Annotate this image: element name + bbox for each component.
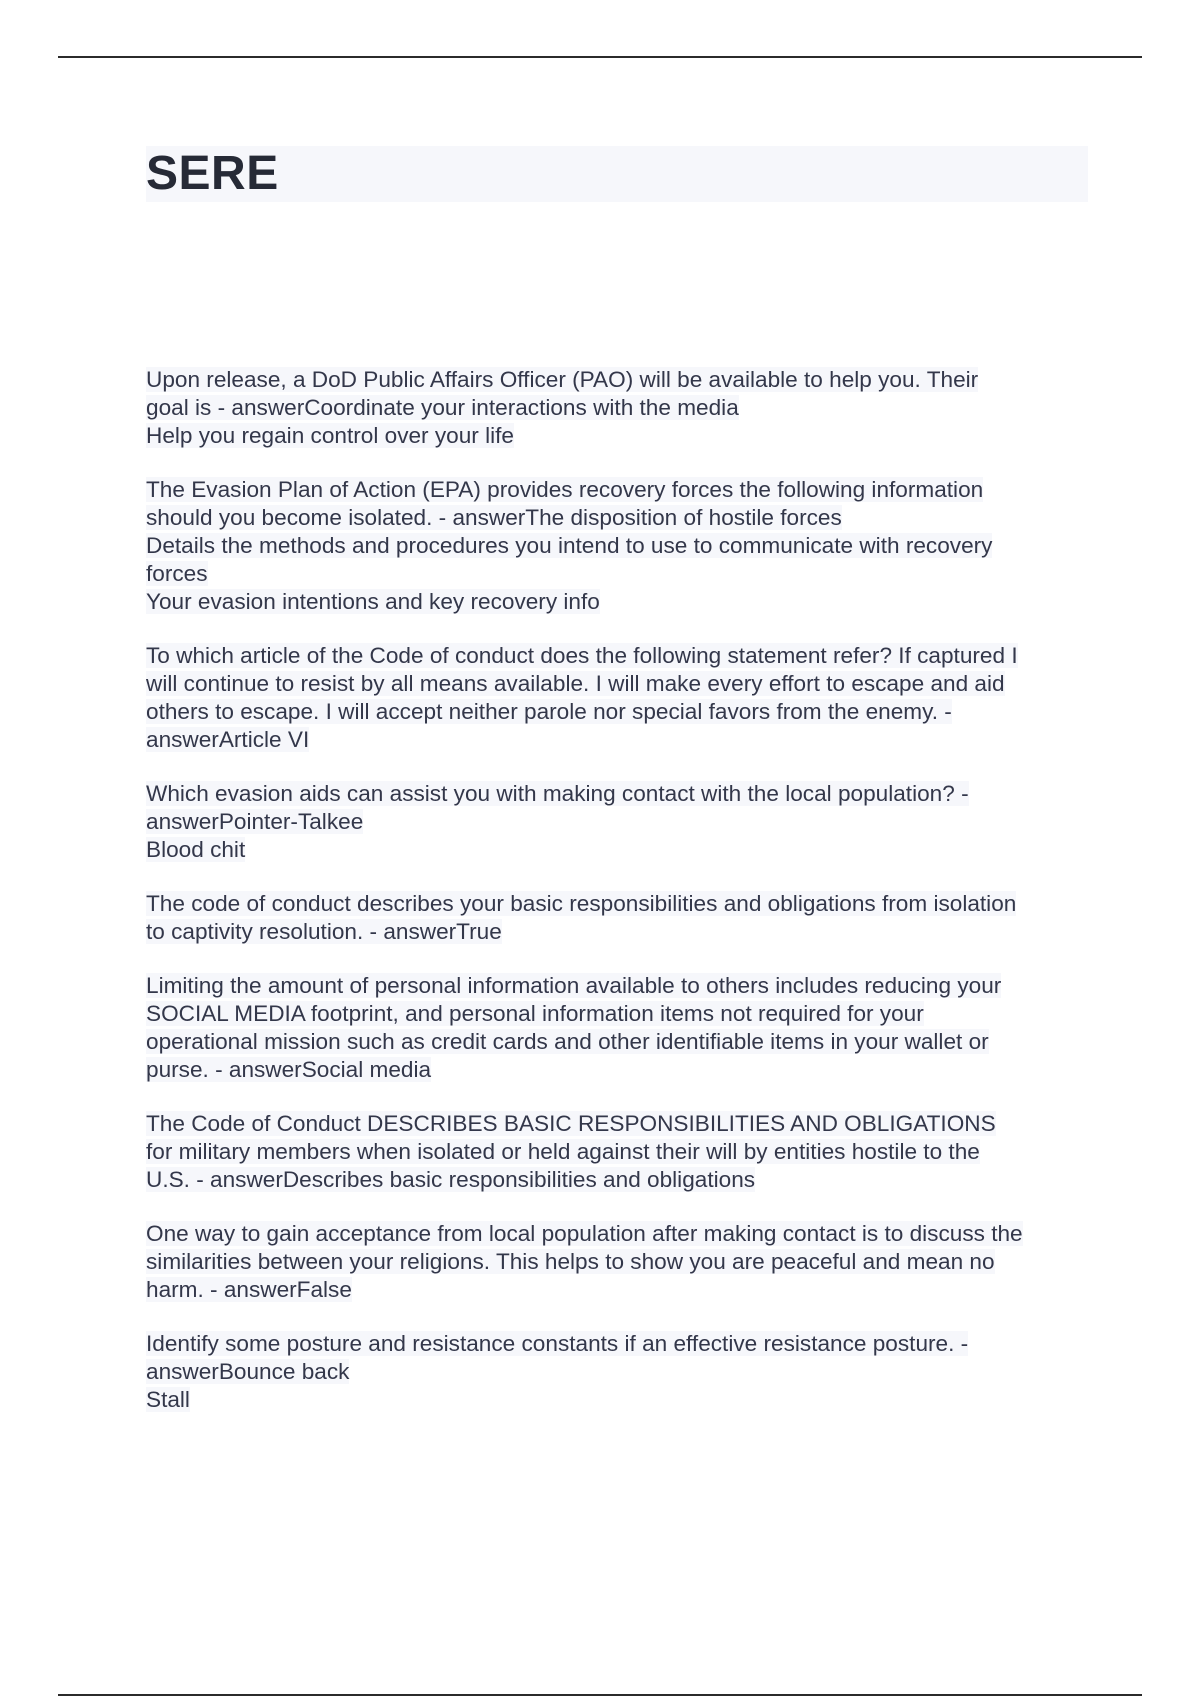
- qa-line: [146, 1056, 1096, 1084]
- qa-line: [146, 1248, 1096, 1276]
- qa-line: [146, 698, 1096, 726]
- qa-line: [146, 476, 1096, 504]
- qa-line-text: operational mission such as credit cards and other identifiable items in your wallet or: [146, 1029, 989, 1054]
- qa-line: [146, 1386, 1096, 1414]
- qa-line: [146, 890, 1096, 918]
- qa-line: [146, 1220, 1096, 1248]
- qa-line: [146, 1330, 1096, 1358]
- qa-line: [146, 918, 1096, 946]
- qa-line-text: should you become isolated. - answerThe disposition of hostile forces: [146, 505, 842, 530]
- qa-item: [146, 890, 1096, 946]
- qa-line: [146, 972, 1096, 1000]
- qa-line-text: Blood chit: [146, 837, 246, 862]
- qa-line-text: U.S. - answerDescribes basic responsibilities and obligations: [146, 1167, 756, 1192]
- qa-line: [146, 1358, 1096, 1386]
- qa-line: [146, 504, 1096, 532]
- qa-line-text: Upon release, a DoD Public Affairs Officer (PAO) will be available to help you. Their: [146, 367, 979, 392]
- qa-line-text: answerBounce back: [146, 1359, 350, 1384]
- qa-line: [146, 1166, 1096, 1194]
- qa-line-text: Your evasion intentions and key recovery info: [146, 589, 600, 614]
- qa-line: [146, 1276, 1096, 1304]
- qa-line-text: Limiting the amount of personal information available to others includes reducing your: [146, 973, 1002, 998]
- qa-line-text: Which evasion aids can assist you with making contact with the local population? -: [146, 781, 969, 806]
- qa-line: [146, 1000, 1096, 1028]
- qa-line-text: purse. - answerSocial media: [146, 1057, 432, 1082]
- qa-line-text: answerPointer-Talkee: [146, 809, 364, 834]
- qa-item: [146, 1330, 1096, 1414]
- qa-line-text: answerArticle VI: [146, 727, 310, 752]
- document-title: SERE: [146, 147, 279, 200]
- qa-list: [146, 366, 1096, 1440]
- qa-line: [146, 588, 1096, 616]
- qa-line: [146, 560, 1096, 588]
- qa-line-text: forces: [146, 561, 208, 586]
- qa-line: [146, 726, 1096, 754]
- qa-line-text: goal is - answerCoordinate your interactions with the media: [146, 395, 739, 420]
- qa-line: [146, 780, 1096, 808]
- qa-line-text: for military members when isolated or held against their will by entities hostile to the: [146, 1139, 980, 1164]
- top-rule: [58, 56, 1142, 58]
- qa-item: [146, 780, 1096, 864]
- qa-item: [146, 476, 1096, 616]
- title-block: [146, 146, 1088, 202]
- qa-line: [146, 394, 1096, 422]
- qa-line-text: Details the methods and procedures you intend to use to communicate with recovery: [146, 533, 993, 558]
- qa-line-text: To which article of the Code of conduct does the following statement refer? If captured I: [146, 643, 1018, 668]
- qa-line: [146, 1138, 1096, 1166]
- qa-item: [146, 366, 1096, 450]
- qa-item: [146, 972, 1096, 1084]
- qa-item: [146, 1110, 1096, 1194]
- qa-line-text: Help you regain control over your life: [146, 423, 514, 448]
- qa-line-text: The Evasion Plan of Action (EPA) provides recovery forces the following information: [146, 477, 984, 502]
- qa-line: [146, 366, 1096, 394]
- qa-line: [146, 422, 1096, 450]
- qa-line-text: will continue to resist by all means available. I will make every effort to escape and aid: [146, 671, 1005, 696]
- qa-line-text: others to escape. I will accept neither parole nor special favors from the enemy. -: [146, 699, 952, 724]
- qa-line: [146, 532, 1096, 560]
- qa-line-text: to captivity resolution. - answerTrue: [146, 919, 502, 944]
- qa-line-text: The Code of Conduct DESCRIBES BASIC RESPONSIBILITIES AND OBLIGATIONS: [146, 1111, 996, 1136]
- qa-line: [146, 836, 1096, 864]
- qa-line-text: One way to gain acceptance from local population after making contact is to discuss the: [146, 1221, 1023, 1246]
- qa-line-text: Stall: [146, 1387, 190, 1412]
- qa-item: [146, 1220, 1096, 1304]
- qa-line: [146, 642, 1096, 670]
- qa-item: [146, 642, 1096, 754]
- qa-line-text: SOCIAL MEDIA footprint, and personal information items not required for your: [146, 1001, 924, 1026]
- qa-line: [146, 670, 1096, 698]
- bottom-rule: [58, 1694, 1142, 1696]
- qa-line: [146, 1028, 1096, 1056]
- qa-line: [146, 1110, 1096, 1138]
- qa-line-text: The code of conduct describes your basic responsibilities and obligations from isolation: [146, 891, 1017, 916]
- qa-line-text: Identify some posture and resistance constants if an effective resistance posture. -: [146, 1331, 969, 1356]
- qa-line-text: similarities between your religions. This helps to show you are peaceful and mean no: [146, 1249, 995, 1274]
- qa-line-text: harm. - answerFalse: [146, 1277, 352, 1302]
- qa-line: [146, 808, 1096, 836]
